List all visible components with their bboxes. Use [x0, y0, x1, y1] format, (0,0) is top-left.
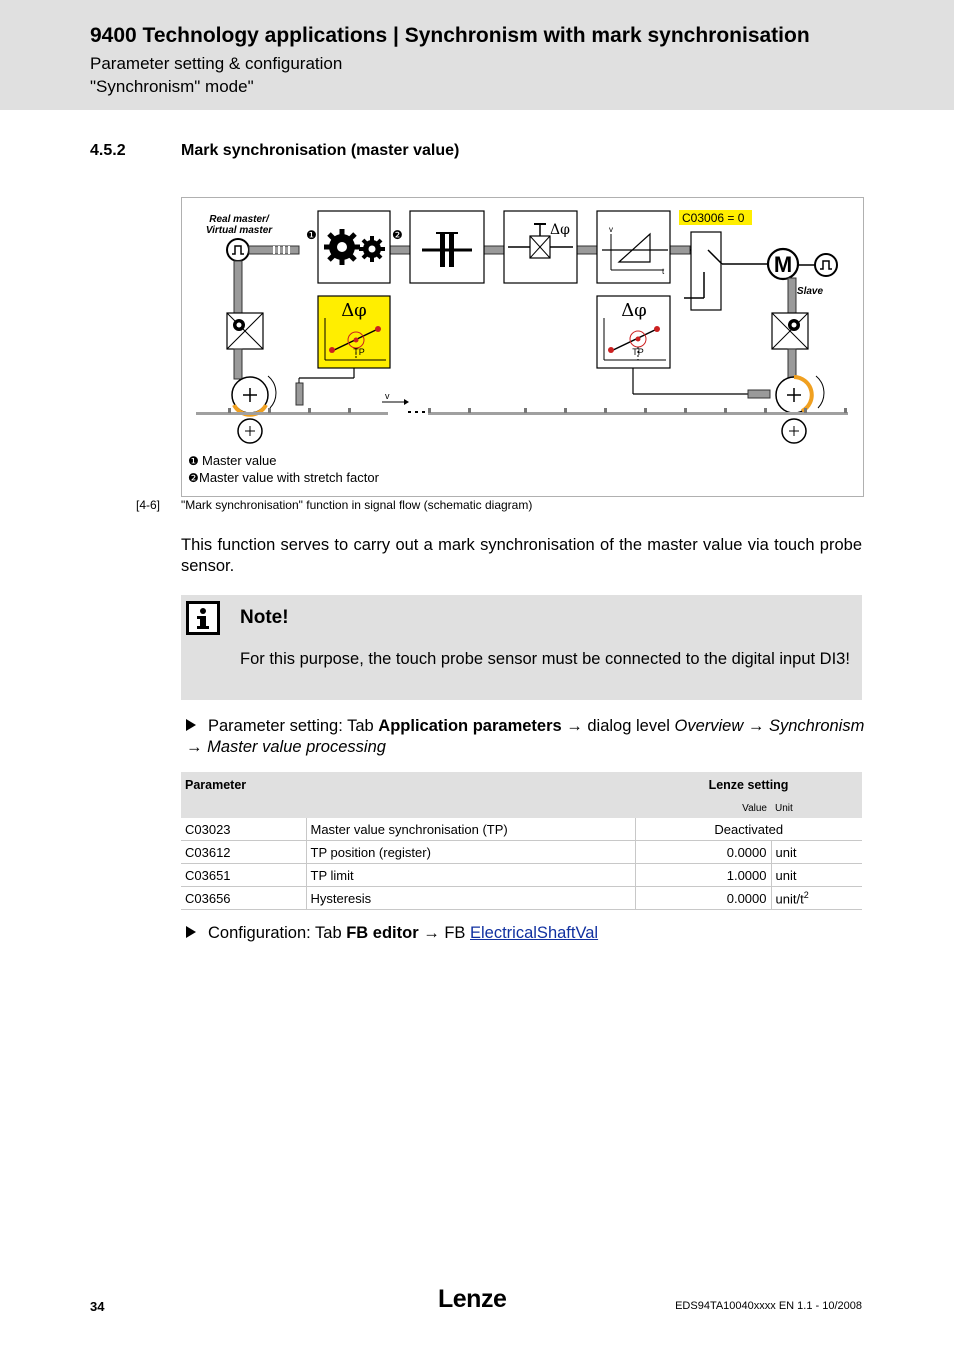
parameter-table: [181, 772, 862, 910]
ramp-block: [597, 211, 670, 283]
body-paragraph: This function serves to carry out a mark synchronisation of the master value via touch probe sensor.: [181, 536, 862, 575]
conveyor-belt: [196, 412, 848, 415]
param-unit: unit: [771, 841, 862, 864]
table-row: [181, 864, 862, 887]
level-overview: Overview: [674, 717, 744, 735]
slave-tp-delta-phi: Δφ: [621, 300, 647, 321]
param-name: TP position (register): [306, 841, 635, 864]
note-title: Note!: [240, 607, 289, 628]
electricalshaftval-link[interactable]: ElectricalShaftVal: [470, 924, 599, 942]
tab-application-parameters: Application parameters: [378, 717, 562, 735]
legend-stretch-factor: Master value with stretch factor: [199, 470, 379, 485]
ramp-v-label: v: [609, 225, 613, 234]
master-tp-label: TP: [353, 347, 365, 357]
motor-label: M: [773, 252, 793, 277]
page-subtitle-1: Parameter setting & configuration: [90, 54, 343, 73]
param-code: C03651: [181, 864, 306, 887]
master-vertical-shaft: [234, 261, 242, 313]
page-header: [0, 0, 954, 110]
param-name: Master value synchronisation (TP): [306, 818, 635, 841]
param-code: C03656: [181, 887, 306, 910]
virtual-master-label: Virtual master: [205, 225, 273, 236]
slave-encoder-icon: [815, 254, 837, 276]
param-unit-text: unit/t: [775, 891, 804, 907]
param-value: Deactivated: [635, 818, 862, 841]
param-value: 0.0000: [635, 841, 771, 864]
bullet-triangle-icon: [186, 719, 196, 731]
param-value: 1.0000: [635, 864, 771, 887]
ramp-t-label: t: [662, 267, 665, 276]
legend-marker-1: ❶: [188, 454, 199, 468]
header-unit: Unit: [771, 798, 862, 818]
header-value: Value: [635, 798, 771, 818]
master-encoder-icon: [227, 239, 249, 261]
param-unit-superscript: 2: [803, 889, 809, 900]
instruction-configuration: [186, 923, 866, 944]
page-number: 34: [90, 1299, 105, 1314]
level-master-value-processing: Master value processing: [207, 738, 386, 756]
diagram-svg: [182, 198, 863, 496]
figure-caption-text: "Mark synchronisation" function in signal flow (schematic diagram): [181, 498, 533, 512]
note-text: For this purpose, the touch probe sensor must be connected to the digital input DI3!: [240, 650, 850, 668]
master-tp-delta-phi: Δφ: [341, 300, 367, 321]
legend-master-value: Master value: [202, 453, 277, 468]
figure-caption-number: [4-6]: [136, 498, 161, 512]
legend-marker-2: ❷: [188, 471, 199, 485]
real-master-label: Real master/: [209, 214, 269, 225]
marker-2: ❷: [392, 228, 403, 242]
level-synchronism: Synchronism: [768, 717, 865, 735]
page-title: 9400 Technology applications | Synchronism with mark synchronisation: [90, 24, 810, 47]
table-row: [181, 841, 862, 864]
document-id: EDS94TA10040xxxx EN 1.1 - 10/2008: [675, 1300, 862, 1312]
section-title: Mark synchronisation (master value): [181, 142, 460, 159]
arrow-icon: →: [566, 717, 583, 735]
slave-tp-label: TP: [632, 347, 644, 357]
table-header-row: [181, 772, 862, 798]
section-number: 4.5.2: [90, 142, 126, 159]
slave-label: Slave: [796, 286, 824, 297]
arrow-icon: →: [747, 717, 765, 735]
instruction-fb: FB: [439, 924, 470, 942]
table-row: [181, 818, 862, 841]
param-code: C03612: [181, 841, 306, 864]
param-unit: [771, 887, 862, 910]
instruction-parameter-setting: [186, 716, 866, 758]
lenze-logo: Lenze: [438, 1285, 507, 1313]
header-parameter: Parameter: [181, 772, 635, 798]
tab-fb-editor: FB editor: [346, 924, 419, 942]
note-box: [181, 595, 862, 700]
instruction-prefix: Configuration: Tab: [208, 924, 347, 942]
param-name: Hysteresis: [306, 887, 635, 910]
header-lenze-setting: Lenze setting: [635, 772, 862, 798]
param-unit: unit: [771, 864, 862, 887]
c03006-label: C03006 = 0: [682, 211, 745, 225]
param-code: C03023: [181, 818, 306, 841]
table-subheader-row: [181, 798, 862, 818]
param-name: TP limit: [306, 864, 635, 887]
arrow-icon: →: [423, 924, 440, 942]
speed-v-label: v: [385, 391, 390, 401]
signal-flow-diagram: [181, 197, 864, 497]
left-touch-probe-sensor: [296, 383, 303, 405]
marker-1: ❶: [306, 228, 317, 242]
page-subtitle-2: "Synchronism" mode": [90, 77, 254, 96]
table-row: [181, 887, 862, 910]
bullet-triangle-icon: [186, 926, 196, 938]
instruction-dialog-level: dialog level: [582, 717, 675, 735]
instruction-prefix: Parameter setting: Tab: [208, 717, 379, 735]
arrow-icon: →: [186, 738, 203, 756]
param-value: 0.0000: [635, 887, 771, 910]
info-icon: [186, 601, 220, 635]
coupling-block: [410, 211, 484, 283]
phase-offset-label: Δφ: [550, 222, 570, 238]
right-touch-probe-sensor: [748, 390, 770, 398]
